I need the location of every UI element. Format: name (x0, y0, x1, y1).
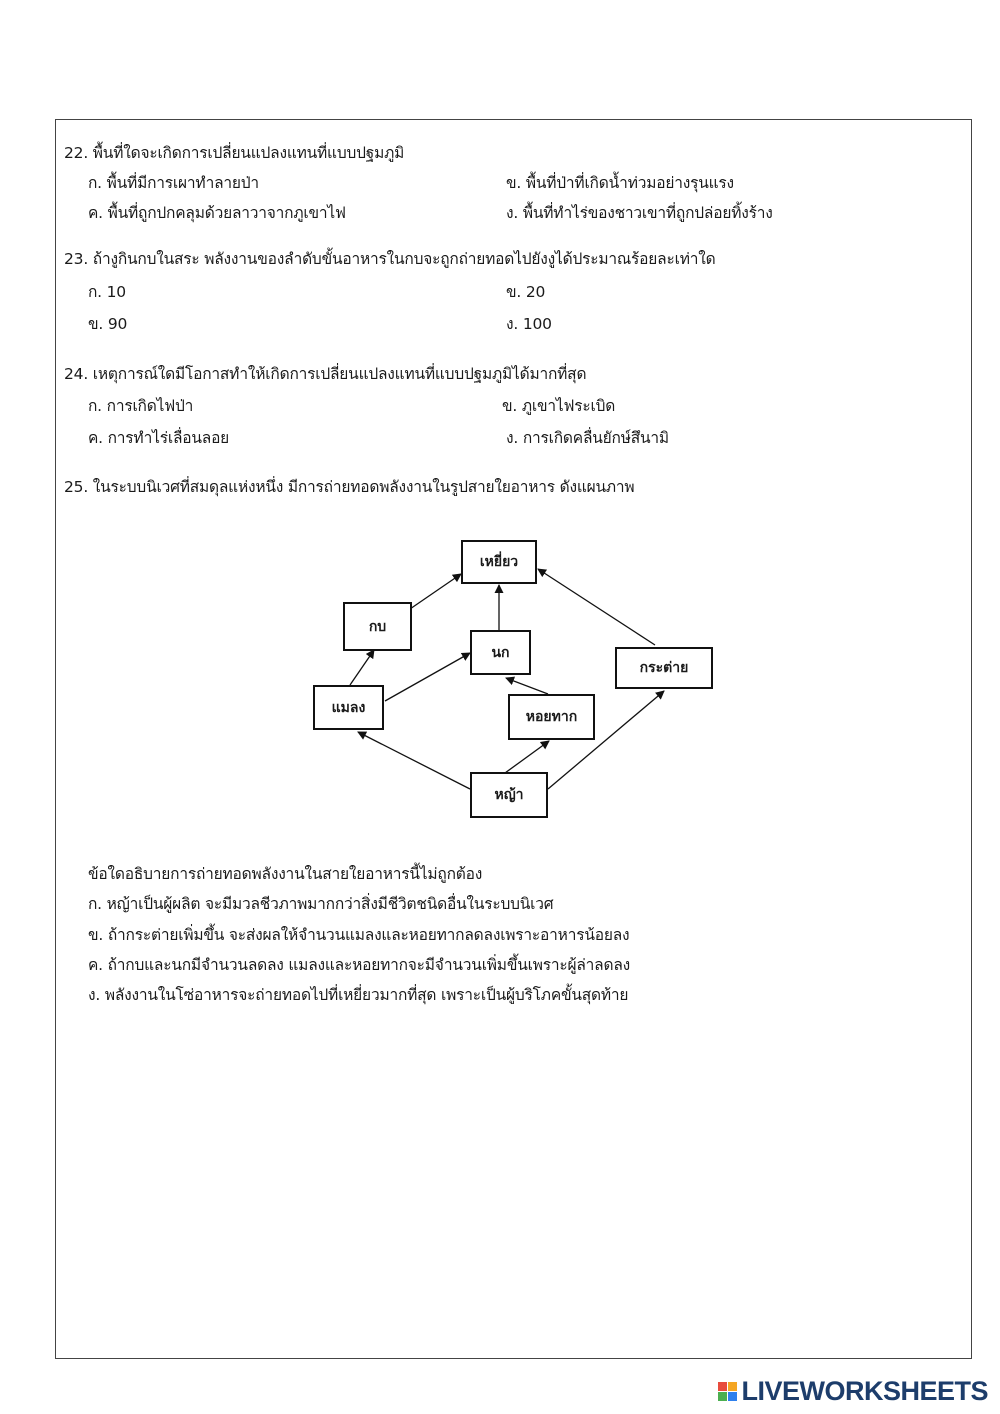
q22-option-d: ง. พื้นที่ทำไร่ของชาวเขาที่ถูกปล่อยทิ้งร้าง (506, 204, 773, 222)
arrow-insect-to-frog (350, 650, 374, 685)
arrow-frog-to-hawk (410, 574, 461, 609)
q25-prompt: ข้อใดอธิบายการถ่ายทอดพลังงานในสายใยอาหารนี้ไม่ถูกต้อง (88, 865, 483, 883)
arrow-insect-to-bird (385, 653, 470, 701)
arrow-grass-to-snail (505, 741, 549, 773)
node-rabbit: กระต่าย (615, 647, 713, 689)
liveworksheets-logo (718, 1376, 988, 1406)
q24-option-d: ง. การเกิดคลื่นยักษ์สึนามิ (506, 429, 669, 447)
arrow-grass-to-insect (358, 732, 470, 789)
q25-option-a: ก. หญ้าเป็นผู้ผลิต จะมีมวลชีวภาพมากกว่าสิ่งมีชีวิตชนิดอื่นในระบบนิเวศ (88, 895, 554, 913)
q25-option-b: ข. ถ้ากระต่ายเพิ่มขึ้น จะส่งผลให้จำนวนแมลงและหอยทากลดลงเพราะอาหารน้อยลง (88, 926, 630, 944)
node-snail: หอยทาก (508, 694, 595, 740)
node-bird: นก (470, 630, 531, 675)
q24-option-b: ข. ภูเขาไฟระเบิด (502, 397, 616, 415)
q23-option-d: ง. 100 (506, 315, 552, 333)
q22-stem: 22. พื้นที่ใดจะเกิดการเปลี่ยนแปลงแทนที่แบบปฐมภูมิ (64, 144, 405, 162)
q25-option-d: ง. พลังงานในโซ่อาหารจะถ่ายทอดไปที่เหยี่ยวมากที่สุด เพราะเป็นผู้บริโภคขั้นสุดท้าย (88, 986, 629, 1004)
food-web-diagram (300, 527, 730, 820)
q25-option-c: ค. ถ้ากบและนกมีจำนวนลดลง แมลงและหอยทากจะมีจำนวนเพิ่มขึ้นเพราะผู้ล่าลดลง (88, 956, 630, 974)
q25-stem: 25. ในระบบนิเวศที่สมดุลแห่งหนึ่ง มีการถ่ายทอดพลังงานในรูปสายใยอาหาร ดังแผนภาพ (64, 478, 635, 496)
arrow-rabbit-to-hawk (538, 569, 655, 645)
arrow-snail-to-bird (506, 678, 548, 694)
q24-stem: 24. เหตุการณ์ใดมีโอกาสทำให้เกิดการเปลี่ยนแปลงแทนที่แบบปฐมภูมิได้มากที่สุด (64, 365, 587, 383)
q23-stem: 23. ถ้างูกินกบในสระ พลังงานของลำดับขั้นอาหารในกบจะถูกถ่ายทอดไปยังงูได้ประมาณร้อยละเท่าใด (64, 250, 716, 268)
q23-option-a: ก. 10 (88, 283, 126, 301)
node-hawk: เหยี่ยว (461, 540, 537, 584)
node-grass: หญ้า (470, 772, 548, 818)
q23-option-c: ข. 90 (88, 315, 128, 333)
node-frog: กบ (343, 602, 412, 651)
q22-option-c: ค. พื้นที่ถูกปกคลุมด้วยลาวาจากภูเขาไฟ (88, 204, 346, 222)
q22-option-a: ก. พื้นที่มีการเผาทำลายป่า (88, 174, 259, 192)
logo-grid-icon (718, 1382, 737, 1401)
node-insect: แมลง (313, 685, 384, 730)
brand-name: LIVEWORKSHEETS (741, 1375, 988, 1406)
q23-option-b: ข. 20 (506, 283, 546, 301)
q22-option-b: ข. พื้นที่ป่าที่เกิดน้ำท่วมอย่างรุนแรง (506, 174, 734, 192)
q24-option-a: ก. การเกิดไฟป่า (88, 397, 194, 415)
q24-option-c: ค. การทำไร่เลื่อนลอย (88, 429, 230, 447)
